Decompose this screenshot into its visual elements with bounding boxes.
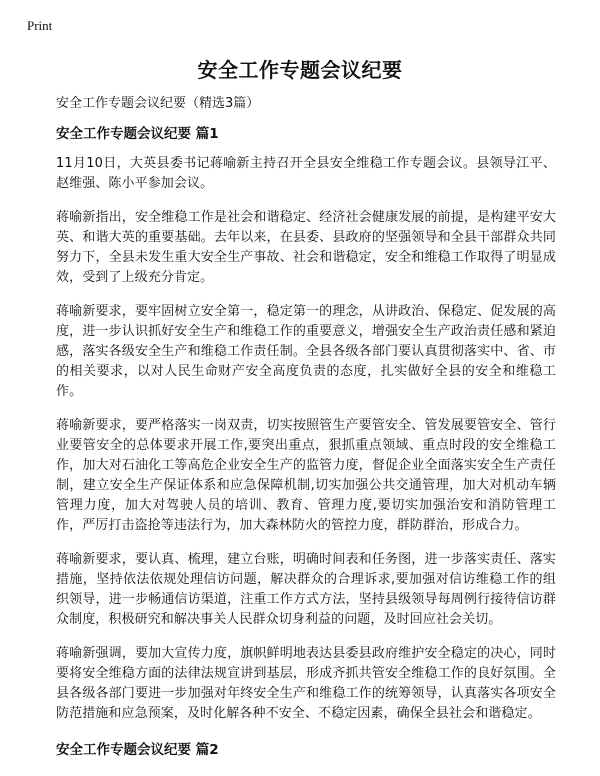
paragraph: 蒋喻新强调，要加大宣传力度，旗帜鲜明地表达县委县政府维护安全稳定的决心，同时要将安全维稳方面的法律法规宣讲到基层，形成齐抓共管安全维稳工作的良好氛围。全县各级各部门要进一步加强对年终安全生产和维稳工作的统筹领导，认真落实各项安全防范措施和应急预案，及时化解各种不安全、不稳定因素，确保全县社会和谐稳定。 [56, 646, 556, 721]
section-heading: 安全工作专题会议纪要 篇1 [56, 126, 219, 142]
section-heading: 安全工作专题会议纪要 篇2 [56, 742, 219, 758]
document-subtitle: 安全工作专题会议纪要（精选3篇） [56, 96, 260, 111]
paragraph: 蒋喻新要求，要严格落实一岗双责，切实按照管生产要管安全、管发展要管安全、管行业要管安全的总体要求开展工作,要突出重点，狠抓重点领域、重点时段的安全维稳工作，加大对石油化工等高危企业安全生产的监管力度，督促企业全面落实安全生产责任制，建立安全生产保证体系和应急保障机制,切实加强公共交通管理，加大对机动车辆管理力度，加大对驾驶人员的培训、教育、管理力度,要切实加强治安和消防管理工作，严厉打击盗抢等违法行为，加大森林防火的管控力度，群防群治，形成合力。 [56, 418, 556, 533]
print-link[interactable]: Print [27, 18, 53, 33]
paragraph: 蒋喻新要求，要认真、梳理，建立台账，明确时间表和任务图，进一步落实责任、落实措施，坚持依法依规处理信访问题，解决群众的合理诉求,要加强对信访维稳工作的组织领导，进一步畅通信访渠道，注重工作方式方法，坚持县级领导每周例行接待信访群众制度，积极研究和解决事关人民群众切身利益的问题，及时回应社会关切。 [56, 552, 556, 627]
document-body [56, 124, 556, 770]
paragraph: 蒋喻新要求，要牢固树立安全第一，稳定第一的理念，从讲政治、保稳定、促发展的高度，进一步认识抓好安全生产和维稳工作的重要意义，增强安全生产政治责任感和紧迫感，落实各级安全生产和维稳工作责任制。全县各级各部门要认真贯彻落实中、省、市的相关要求，以对人民生命财产安全高度负责的态度，扎实做好全县的安全和维稳工作。 [56, 304, 556, 399]
page-title: 安全工作专题会议纪要 [197, 58, 403, 82]
paragraph: 蒋喻新指出，安全维稳工作是社会和谐稳定、经济社会健康发展的前提，是构建平安大英、和谐大英的重要基础。去年以来，在县委、县政府的坚强领导和全县干部群众共同努力下，全县未发生重大安全生产事故、社会和谐稳定，安全和维稳工作取得了明显成效，受到了上级充分肯定。 [56, 210, 556, 285]
paragraph: 11月10日，大英县委书记蒋喻新主持召开全县安全维稳工作专题会议。县领导江平、赵维强、陈小平参加会议。 [56, 156, 556, 191]
